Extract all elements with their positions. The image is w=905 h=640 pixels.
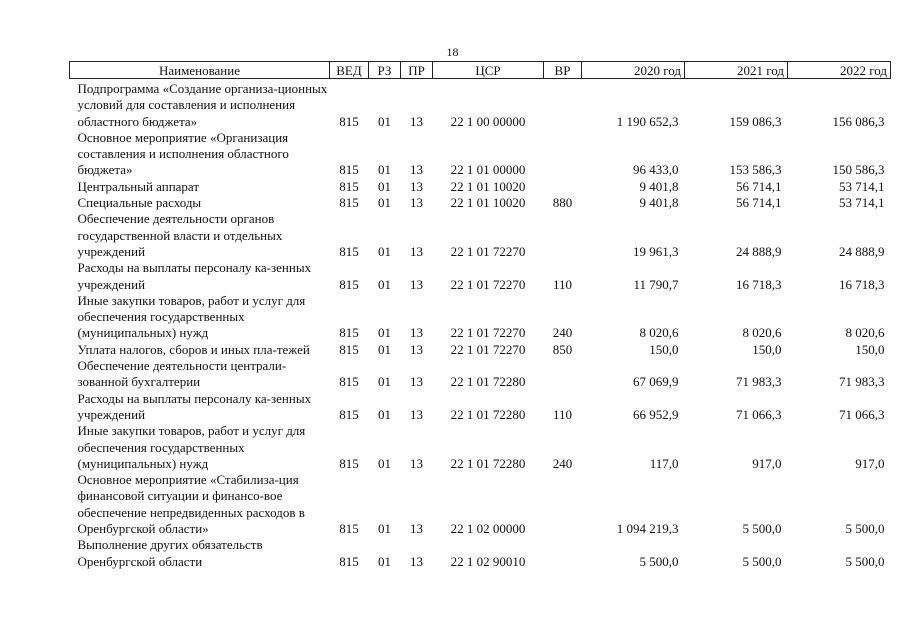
cell-csr: 22 1 01 10020 — [450, 178, 526, 194]
header-row — [70, 62, 891, 79]
cell-2021: 5 500,0 — [742, 553, 782, 569]
cell-ved: 815 — [339, 243, 359, 259]
header-rz: РЗ — [369, 62, 401, 79]
table-row — [70, 391, 891, 424]
cell-pr: 13 — [410, 374, 423, 390]
table-row — [70, 423, 891, 472]
cell-vr: 850 — [552, 341, 573, 357]
cell-rz: 01 — [378, 178, 391, 194]
cell-csr: 22 1 01 72270 — [450, 325, 526, 341]
header-vr: ВР — [544, 62, 582, 79]
cell-pr: 13 — [410, 178, 423, 194]
cell-csr: 22 1 01 00000 — [450, 162, 526, 178]
cell-2021: 16 718,3 — [736, 276, 782, 292]
cell-2022: 8 020,6 — [845, 325, 885, 341]
cell-rz: 01 — [378, 455, 391, 471]
table-row — [70, 342, 891, 358]
cell-name: Уплата налогов, сборов и иных пла-тежей — [77, 341, 310, 357]
cell-2021: 153 586,3 — [729, 162, 782, 178]
cell-2020: 5 500,0 — [639, 553, 679, 569]
cell-2021: 24 888,9 — [736, 243, 782, 259]
cell-2021: 56 714,1 — [736, 195, 782, 211]
cell-2022: 24 888,9 — [839, 243, 885, 259]
cell-2020: 66 952,9 — [633, 406, 679, 422]
cell-csr: 22 1 01 72280 — [450, 455, 526, 471]
cell-ved: 815 — [339, 178, 359, 194]
cell-rz: 01 — [378, 276, 391, 292]
cell-name: Подпрограмма «Создание организа-ционных условий для составления и исполнения областного бюджета» — [77, 81, 328, 129]
cell-rz: 01 — [378, 243, 391, 259]
cell-csr: 22 1 01 72270 — [450, 243, 526, 259]
cell-vr — [544, 211, 582, 260]
table-row — [70, 195, 891, 211]
header-pr: ПР — [401, 62, 433, 79]
cell-2020: 9 401,8 — [639, 178, 679, 194]
cell-2020: 1 190 652,3 — [616, 113, 679, 129]
table-row — [70, 358, 891, 391]
cell-2020: 8 020,6 — [639, 325, 679, 341]
cell-2020: 96 433,0 — [633, 162, 679, 178]
cell-ved: 815 — [339, 521, 359, 537]
cell-ved: 815 — [339, 162, 359, 178]
cell-rz: 01 — [378, 162, 391, 178]
cell-vr: 110 — [552, 276, 573, 292]
cell-rz: 01 — [378, 195, 391, 211]
cell-vr — [544, 537, 582, 570]
cell-csr: 22 1 01 72270 — [450, 276, 526, 292]
table-row — [70, 179, 891, 195]
cell-pr: 13 — [410, 195, 423, 211]
cell-rz: 01 — [378, 374, 391, 390]
cell-pr: 13 — [410, 341, 423, 357]
table-row — [70, 79, 891, 130]
cell-pr: 13 — [410, 113, 423, 129]
cell-2020: 9 401,8 — [639, 195, 679, 211]
page-number: 18 — [446, 45, 459, 59]
cell-name: Иные закупки товаров, работ и услуг для обеспечения государственных (муниципальных) нужд — [77, 292, 306, 341]
cell-2022: 917,0 — [855, 455, 885, 471]
cell-2020: 1 094 219,3 — [616, 521, 679, 537]
table-body — [70, 79, 891, 570]
cell-2020: 150,0 — [649, 341, 679, 357]
table-header — [70, 62, 891, 79]
cell-rz: 01 — [378, 113, 391, 129]
cell-pr: 13 — [410, 553, 423, 569]
cell-name: Расходы на выплаты персоналу ка-зенных учреждений — [77, 390, 312, 422]
cell-2022: 5 500,0 — [845, 521, 885, 537]
cell-2021: 71 066,3 — [736, 406, 782, 422]
cell-2021: 56 714,1 — [736, 178, 782, 194]
cell-name: Расходы на выплаты персоналу ка-зенных учреждений — [77, 260, 312, 292]
table-row — [70, 293, 891, 342]
cell-ved: 815 — [339, 113, 359, 129]
cell-ved: 815 — [339, 406, 359, 422]
cell-csr: 22 1 02 00000 — [450, 521, 526, 537]
cell-2020: 19 961,3 — [633, 243, 679, 259]
cell-vr: 240 — [552, 325, 573, 341]
cell-2022: 71 066,3 — [839, 406, 885, 422]
cell-pr: 13 — [410, 162, 423, 178]
budget-table — [69, 61, 891, 570]
cell-rz: 01 — [378, 325, 391, 341]
cell-2021: 71 983,3 — [736, 374, 782, 390]
cell-2022: 16 718,3 — [839, 276, 885, 292]
cell-2021: 8 020,6 — [742, 325, 782, 341]
cell-2020: 11 790,7 — [633, 276, 679, 292]
cell-ved: 815 — [339, 341, 359, 357]
cell-ved: 815 — [339, 374, 359, 390]
cell-2022: 150 586,3 — [832, 162, 885, 178]
table-row — [70, 537, 891, 570]
table-row — [70, 130, 891, 179]
cell-vr — [544, 179, 582, 195]
cell-2021: 5 500,0 — [742, 521, 782, 537]
cell-name: Обеспечение деятельности органов государственной власти и отдельных учреждений — [77, 211, 283, 259]
table-row — [70, 472, 891, 537]
cell-rz: 01 — [378, 406, 391, 422]
cell-vr — [544, 130, 582, 179]
cell-2022: 53 714,1 — [839, 178, 885, 194]
cell-ved: 815 — [339, 195, 359, 211]
cell-name: Иные закупки товаров, работ и услуг для обеспечения государственных (муниципальных) нужд — [77, 423, 306, 471]
cell-rz: 01 — [378, 521, 391, 537]
cell-vr: 240 — [552, 455, 573, 471]
cell-2022: 5 500,0 — [845, 553, 885, 569]
cell-2021: 150,0 — [752, 341, 782, 357]
cell-ved: 815 — [339, 455, 359, 471]
header-2021: 2021 год — [685, 62, 788, 79]
cell-csr: 22 1 01 72280 — [450, 406, 526, 422]
cell-rz: 01 — [378, 553, 391, 569]
header-2020: 2020 год — [582, 62, 685, 79]
cell-csr: 22 1 01 72280 — [450, 374, 526, 390]
cell-2022: 150,0 — [855, 341, 885, 357]
cell-2020: 117,0 — [649, 455, 679, 471]
cell-csr: 22 1 01 10020 — [450, 195, 526, 211]
header-ved: ВЕД — [330, 62, 369, 79]
header-name: Наименование — [70, 62, 330, 79]
cell-ved: 815 — [339, 325, 359, 341]
cell-name: Выполнение других обязательств Оренбургской области — [77, 537, 263, 569]
cell-2022: 71 983,3 — [839, 374, 885, 390]
cell-csr: 22 1 02 90010 — [450, 553, 526, 569]
cell-csr: 22 1 00 00000 — [450, 113, 526, 129]
cell-pr: 13 — [410, 276, 423, 292]
cell-name: Основное мероприятие «Организация составления и исполнения областного бюджета» — [77, 129, 289, 178]
cell-name: Основное мероприятие «Стабилиза-ция финансовой ситуации и финансо-вое обеспечение непредвиденных расходов в Оренбургской области» — [77, 472, 305, 537]
cell-vr — [544, 358, 582, 391]
cell-2020: 67 069,9 — [633, 374, 679, 390]
cell-vr: 110 — [552, 406, 573, 422]
cell-ved: 815 — [339, 553, 359, 569]
cell-pr: 13 — [410, 521, 423, 537]
cell-pr: 13 — [410, 243, 423, 259]
cell-pr: 13 — [410, 406, 423, 422]
table-row — [70, 211, 891, 260]
cell-2022: 53 714,1 — [839, 195, 885, 211]
header-2022: 2022 год — [788, 62, 891, 79]
cell-2021: 159 086,3 — [729, 113, 782, 129]
cell-csr: 22 1 01 72270 — [450, 341, 526, 357]
cell-name: Специальные расходы — [77, 195, 202, 211]
cell-vr: 880 — [552, 195, 573, 211]
header-csr: ЦСР — [433, 62, 544, 79]
cell-ved: 815 — [339, 276, 359, 292]
cell-vr — [544, 472, 582, 537]
cell-2022: 156 086,3 — [832, 113, 885, 129]
cell-2021: 917,0 — [752, 455, 782, 471]
cell-vr — [544, 79, 582, 130]
cell-pr: 13 — [410, 325, 423, 341]
table-row — [70, 260, 891, 293]
cell-name: Обеспечение деятельности централи-зованной бухгалтерии — [77, 358, 287, 390]
cell-name: Центральный аппарат — [77, 178, 200, 194]
cell-pr: 13 — [410, 455, 423, 471]
cell-rz: 01 — [378, 341, 391, 357]
